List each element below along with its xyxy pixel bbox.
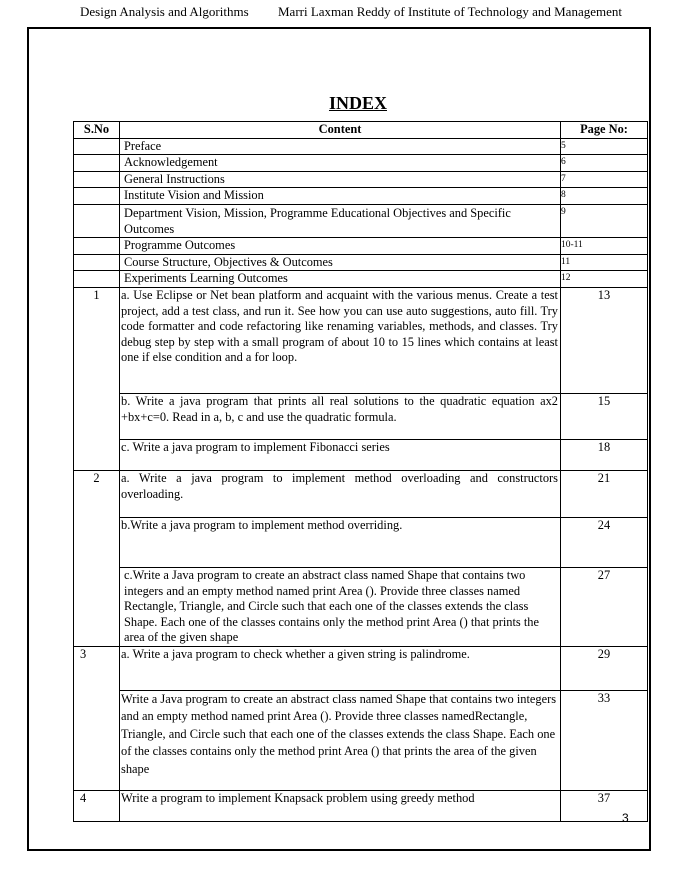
row-content: Write a program to implement Knapsack problem using greedy method bbox=[120, 790, 561, 821]
experiment-number: 2 bbox=[74, 470, 120, 646]
row-page: 37 bbox=[561, 790, 648, 821]
table-header-row bbox=[74, 122, 648, 139]
header-content: Content bbox=[120, 122, 561, 139]
table-row bbox=[74, 690, 648, 790]
row-page: 24 bbox=[561, 517, 648, 567]
table-row bbox=[74, 439, 648, 470]
table-row bbox=[74, 567, 648, 646]
row-page: 12 bbox=[561, 271, 648, 288]
table-row bbox=[74, 254, 648, 271]
table-row bbox=[74, 155, 648, 172]
header-sno: S.No bbox=[74, 122, 120, 139]
table-row bbox=[74, 517, 648, 567]
row-page: 33 bbox=[561, 690, 648, 790]
row-page: 6 bbox=[561, 155, 648, 172]
table-row bbox=[74, 271, 648, 288]
table-row bbox=[74, 287, 648, 393]
row-content: b. Write a java program that prints all real solutions to the quadratic equation ax2 +bx+c=0. Read in a, b, c and use the quadratic formula. bbox=[120, 393, 561, 439]
table-row bbox=[74, 470, 648, 517]
row-page: 9 bbox=[561, 204, 648, 237]
row-page: 11 bbox=[561, 254, 648, 271]
page-number: 3 bbox=[622, 811, 629, 825]
row-content: Acknowledgement bbox=[120, 155, 561, 172]
row-page: 15 bbox=[561, 393, 648, 439]
row-page: 18 bbox=[561, 439, 648, 470]
row-content: a. Write a java program to check whether a given string is palindrome. bbox=[120, 646, 561, 690]
row-content: Institute Vision and Mission bbox=[120, 188, 561, 205]
row-page: 27 bbox=[561, 567, 648, 646]
index-title: INDEX bbox=[328, 93, 387, 113]
row-content: Course Structure, Objectives & Outcomes bbox=[120, 254, 561, 271]
table-row bbox=[74, 138, 648, 155]
table-row bbox=[74, 188, 648, 205]
table-row bbox=[74, 646, 648, 690]
header-course: Design Analysis and Algorithms bbox=[80, 4, 249, 19]
experiment-number: 3 bbox=[74, 646, 120, 790]
header-page: Page No: bbox=[561, 122, 648, 139]
row-page: 7 bbox=[561, 171, 648, 188]
row-content: Department Vision, Mission, Programme Educational Objectives and Specific Outcomes bbox=[120, 204, 561, 237]
table-row bbox=[74, 393, 648, 439]
row-content: General Instructions bbox=[120, 171, 561, 188]
row-content: c. Write a java program to implement Fibonacci series bbox=[120, 439, 561, 470]
header-institute: Marri Laxman Reddy of Institute of Technology and Management bbox=[278, 4, 622, 19]
experiment-number: 1 bbox=[74, 287, 120, 470]
row-page: 5 bbox=[561, 138, 648, 155]
row-content: a. Write a java program to implement method overloading and constructors overloading. bbox=[120, 470, 561, 517]
row-content: Programme Outcomes bbox=[120, 238, 561, 255]
row-content: c.Write a Java program to create an abstract class named Shape that contains two integers and an empty method named print Area (). Provide three classes named Rectangle, Triangle, and Circle such that each one of the classes extends the class Shape. Each one of the classes contains only the method print Area () that prints the area of the given shape bbox=[120, 567, 561, 646]
table-row bbox=[74, 790, 648, 821]
row-page: 29 bbox=[561, 646, 648, 690]
row-content: Write a Java program to create an abstract class named Shape that contains two integers and an empty method named print Area (). Provide three classes namedRectangle, Triangle, and Circle such that each one of the classes extends the class Shape. Each one of the classes contains only the method print Area () that prints the area of the given shape bbox=[120, 690, 561, 790]
row-content: a. Use Eclipse or Net bean platform and acquaint with the various menus. Create a test project, add a test class, and run it. See how you can use auto suggestions, auto fill. Try code formatter and code refactoring like renaming variables, methods, and classes. Try debug step by step with a small program of about 10 to 15 lines which contains at least one if else condition and a for loop. bbox=[120, 287, 561, 393]
row-content: b.Write a java program to implement method overriding. bbox=[120, 517, 561, 567]
row-content: Preface bbox=[120, 138, 561, 155]
experiment-number: 4 bbox=[74, 790, 120, 821]
row-content: Experiments Learning Outcomes bbox=[120, 271, 561, 288]
index-table bbox=[73, 121, 648, 822]
row-page: 13 bbox=[561, 287, 648, 393]
row-page: 8 bbox=[561, 188, 648, 205]
row-page: 10-11 bbox=[561, 238, 648, 255]
row-page: 21 bbox=[561, 470, 648, 517]
table-row bbox=[74, 171, 648, 188]
table-row bbox=[74, 238, 648, 255]
table-row bbox=[74, 204, 648, 237]
